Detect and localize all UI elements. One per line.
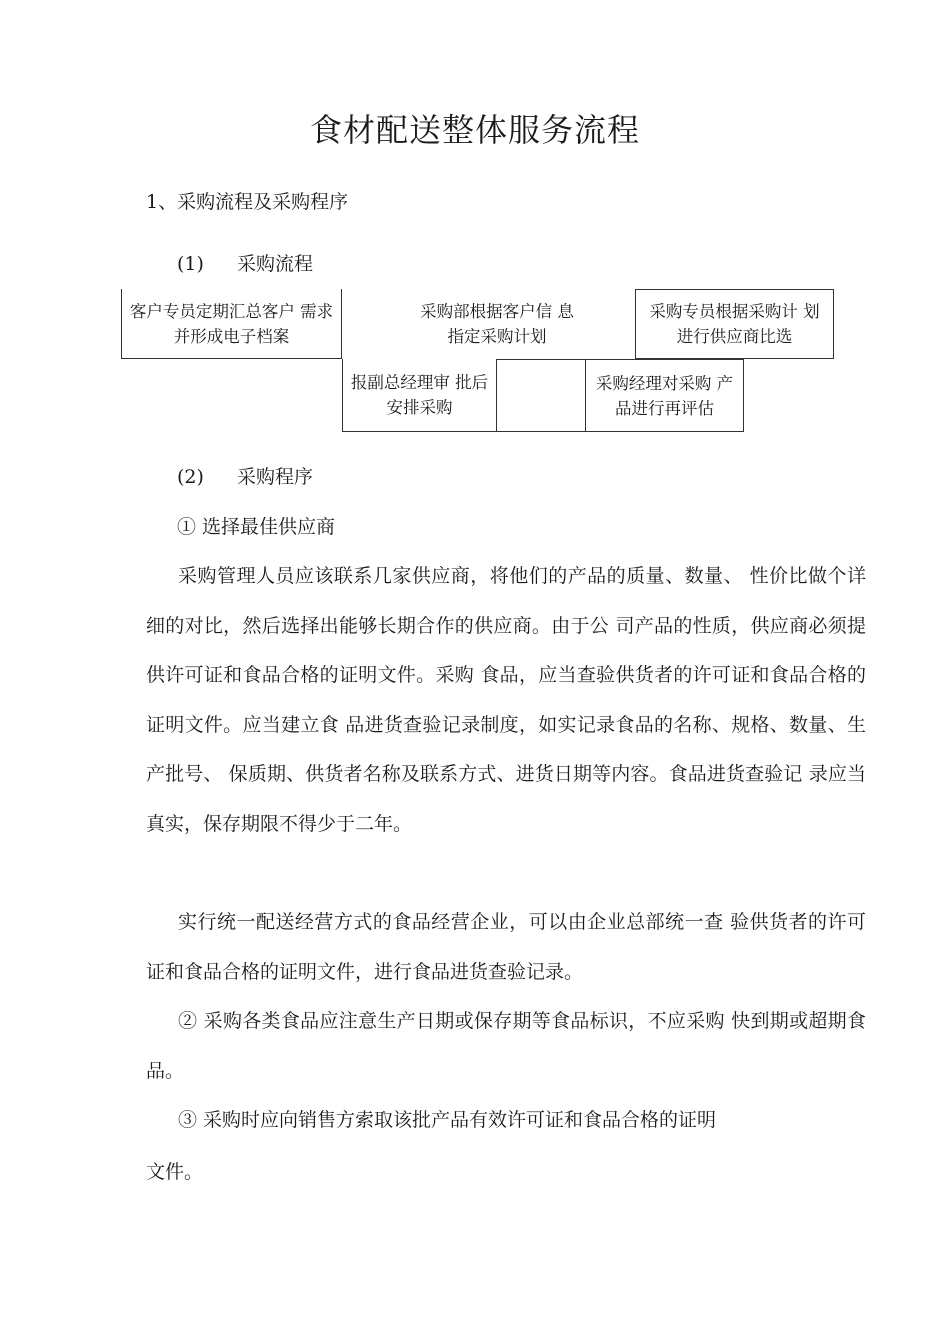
flow-box-purchase-plan: 采购部根据客户信 息指定采购计划 — [420, 302, 574, 346]
flow-box-customer-summary: 客户专员定期汇总客户 需求并形成电子档案 — [121, 289, 342, 359]
paragraph-unified-distribution: 实行统一配送经营方式的食品经营企业，可以由企业总部统一查 验供货者的许可证和食品合格的证明文件，进行食品进货查验记录。 — [146, 911, 866, 983]
flow-connector-bottom — [497, 359, 585, 360]
paragraph-certificate-request: ③ 采购时应向销售方索取该批产品有效许可证和食品合格的证明 — [178, 1109, 717, 1131]
section-heading-procurement: 1、采购流程及采购程序 — [146, 191, 349, 213]
item-select-supplier: ① 选择最佳供应商 — [177, 516, 336, 538]
subheading-label: 采购流程 — [237, 253, 314, 275]
flow-box-vp-approval: 报副总经理审 批后安排采购 — [342, 359, 497, 432]
subheading-number: (2) — [177, 466, 204, 488]
document-title: 食材配送整体服务流程 — [309, 111, 640, 149]
paragraph-expiry-check: ② 采购各类食品应注意生产日期或保存期等食品标识，不应采购 快到期或超期食品。 — [146, 1010, 866, 1082]
subheading-procurement-procedure — [177, 462, 313, 489]
flow-connector-bottom-base — [497, 431, 585, 432]
flow-box-re-evaluation: 采购经理对采购 产品进行再评估 — [585, 359, 744, 432]
paragraph-certificate-request-end: 文件。 — [146, 1161, 204, 1183]
subheading-label: 采购程序 — [237, 466, 314, 488]
subheading-number: (1) — [177, 253, 204, 275]
subheading-procurement-flow — [177, 249, 313, 276]
flow-box-supplier-selection: 采购专员根据采购计 划进行供应商比选 — [635, 289, 834, 359]
paragraph-supplier-verification: 采购管理人员应该联系几家供应商，将他们的产品的质量、数量、 性价比做个详细的对比，然后选择出能够长期合作的供应商。由于公 司产品的性质，供应商必须提供许可证和食品合格的证明文件。采购 食品，应当查验供货者的许可证和食品合格的证明文件。应当建立食 品进货查验记录制度，如实记录食品的名称、规格、数量、生产批号、 保质期、供货者名称及联系方式、进货日期等内容。食品进货查验记 录应当真实，保存期限不得少于二年。 — [146, 565, 866, 835]
